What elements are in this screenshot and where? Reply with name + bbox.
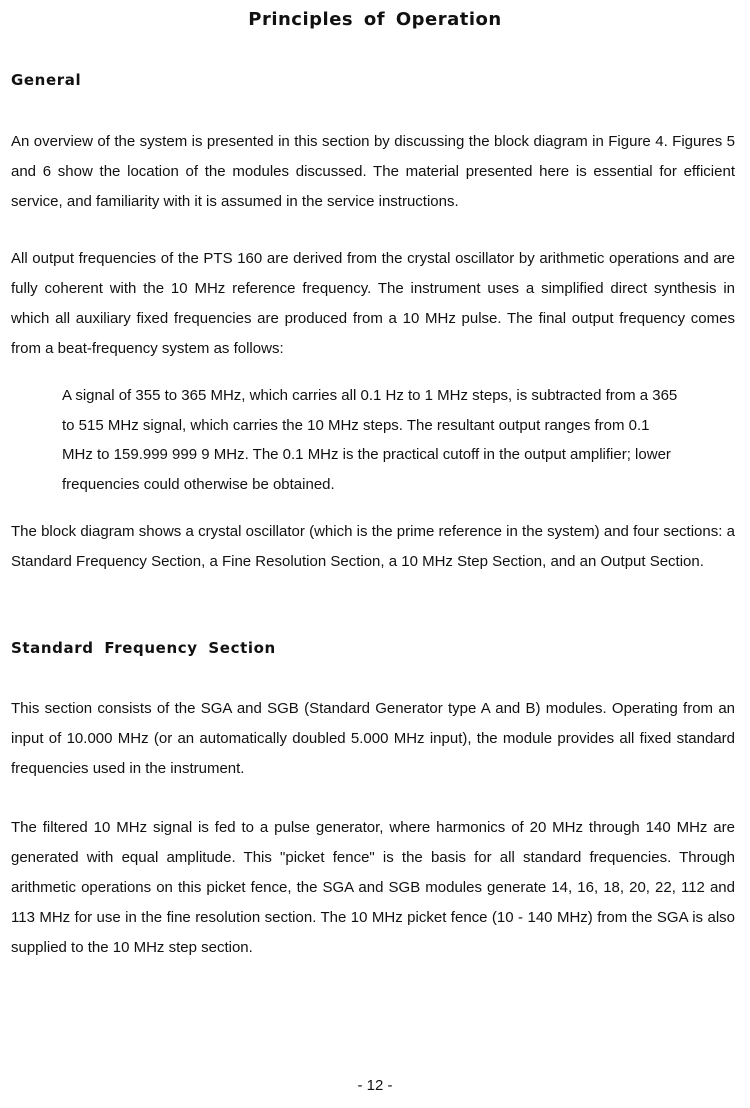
paragraph-sga-sgb: This section consists of the SGA and SGB (Standard Generator type A and B) modules. Operating from an input of 10.000 MHz (or an automatically doubled 5.000 MHz input), the module provides all fixed standard frequencies used in the instrument. (11, 700, 735, 777)
section-heading-general: General (11, 71, 82, 89)
paragraph-picket-fence: The filtered 10 MHz signal is fed to a pulse generator, where harmonics of 20 MHz through 140 MHz are generated with equal amplitude. This "picket fence" is the basis for all standard frequencies. Through arithmetic operations on this picket fence, the SGA and SGB modules generate 14, 16, 18, 20, 22, 112 and 113 MHz for use in the fine resolution section. The 10 MHz picket fence (10 - 140 MHz) from the SGA is also supplied to the 10 MHz step section. (11, 819, 735, 956)
section-heading-standard-frequency: Standard Frequency Section (11, 639, 276, 657)
page-title: Principles of Operation (248, 9, 502, 30)
indented-signal-description: A signal of 355 to 365 MHz, which carries all 0.1 Hz to 1 MHz steps, is subtracted from a 365 to 515 MHz signal, which carries the 10 MHz steps. The resultant output ranges from 0.1 MHz to 159.999 999 9 MHz. The 0.1 MHz is the practical cutoff in the output amplifier; lower frequencies could otherwise be obtained. (62, 387, 678, 493)
paragraph-block-diagram: The block diagram shows a crystal oscillator (which is the prime reference in the system) and four sections: a Standard Frequency Section, a Fine Resolution Section, a 10 MHz Step Section, and an Output Section. (11, 523, 735, 570)
paragraph-output-frequencies: All output frequencies of the PTS 160 are derived from the crystal oscillator by arithmetic operations and are fully coherent with the 10 MHz reference frequency. The instrument uses a simplified direct synthesis in which all auxiliary fixed frequencies are produced from a 10 MHz pulse. The final output frequency comes from a beat-frequency system as follows: (11, 250, 735, 357)
page-number: - 12 - (357, 1077, 393, 1094)
paragraph-overview: An overview of the system is presented in this section by discussing the block diagram in Figure 4. Figures 5 and 6 show the location of the modules discussed. The material presented here is essential for efficient service, and familiarity with it is assumed in the service instructions. (11, 133, 735, 210)
